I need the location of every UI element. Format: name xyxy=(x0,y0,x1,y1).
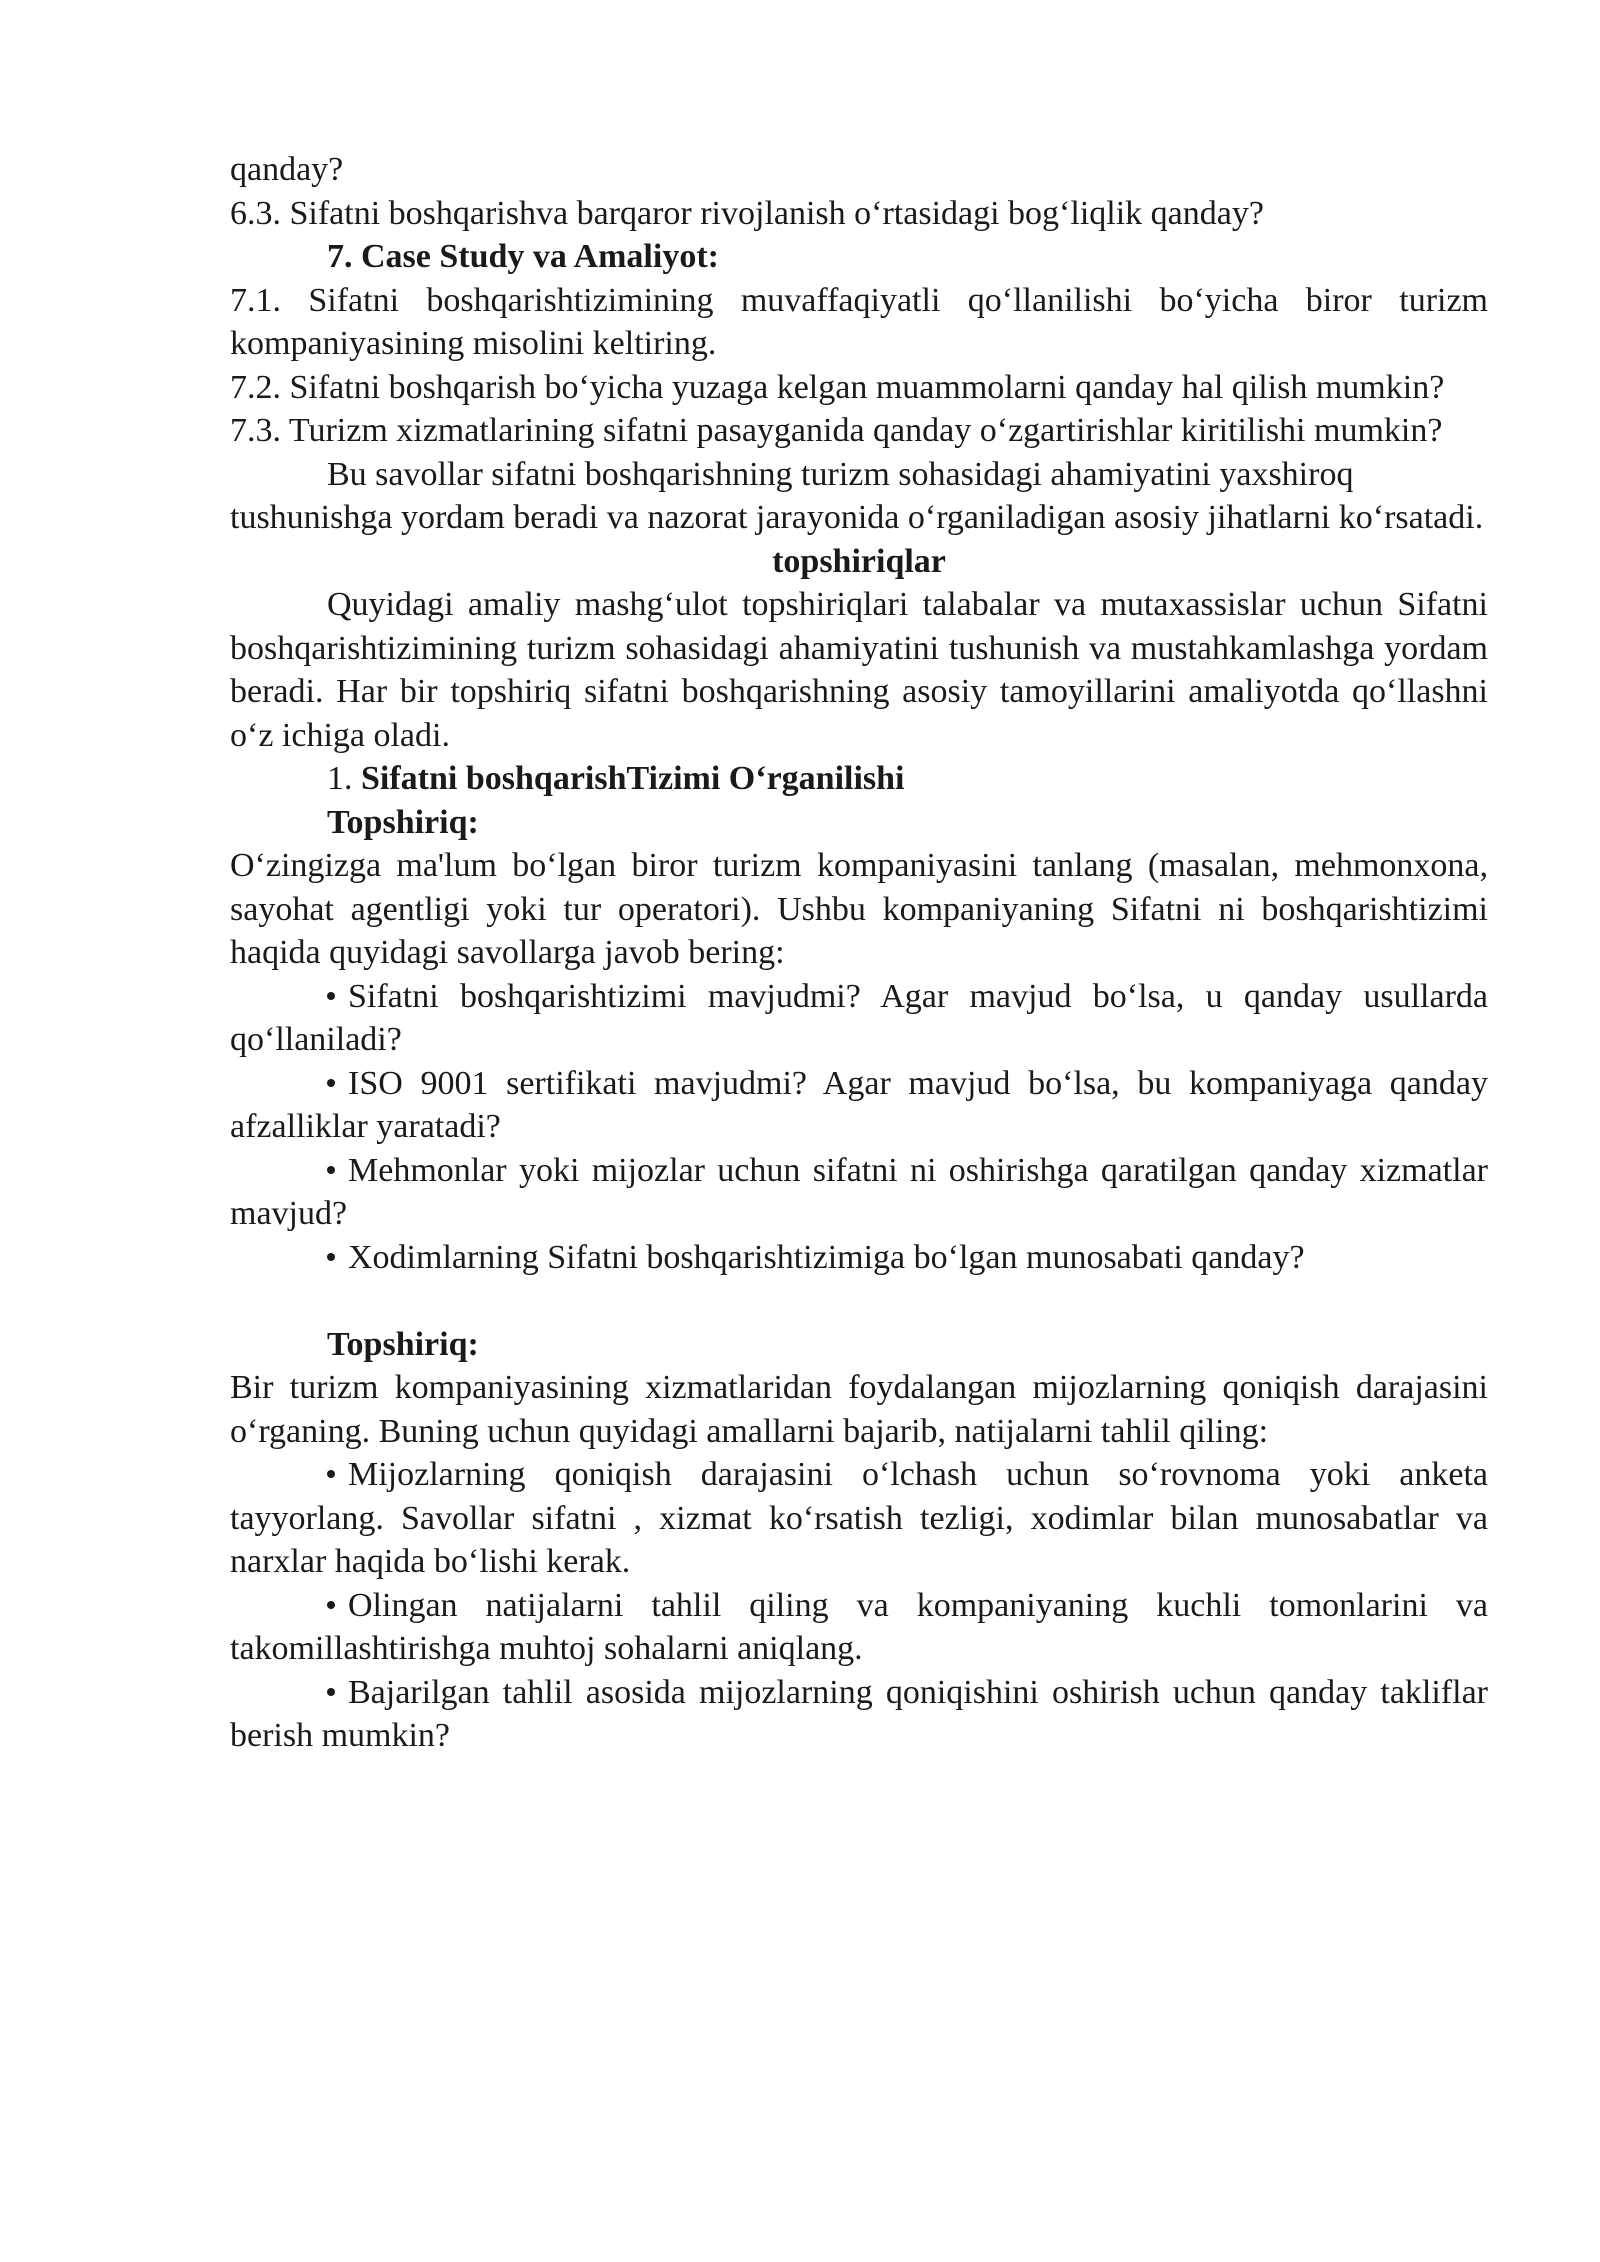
task1-text: O‘zingizga ma'lum bo‘lgan biror turizm kompaniyasini tanlang (masalan, mehmonxona, sayohat agentligi yoki tur operatori). Ushbu kompaniyaning Sifatni ni boshqarishtizimi haqida quyidagi savollarga javob bering: xyxy=(230,847,1488,971)
list-item: Xodimlarning Sifatni boshqarishtizimiga bo‘lgan munosabati qanday? xyxy=(230,1236,1488,1280)
bullet-icon xyxy=(327,1601,335,1609)
task1-title: Sifatni boshqarishTizimi O‘rganilishi xyxy=(361,760,905,797)
heading-case-study: 7. Case Study va Amaliyot: xyxy=(327,238,719,275)
list-item: Mijozlarning qoniqish darajasini o‘lchash uchun so‘rovnoma yoki anketa tayyorlang. Savollar sifatni , xizmat ko‘rsatish tezligi, xodimlar bilan munosabatlar va narxlar haqida bo‘lishi kerak. xyxy=(230,1456,1488,1580)
list-item: Sifatni boshqarishtizimi mavjudmi? Agar mavjud bo‘lsa, u qanday usullarda qo‘llaniladi? xyxy=(230,977,1488,1058)
task2-label: Topshiriq: xyxy=(327,1325,479,1363)
blank-line xyxy=(230,1279,1488,1323)
question-6-2-tail: qanday? xyxy=(230,151,344,188)
question-7-1: 7.1. Sifatni boshqarishtizimining muvaffaqiyatli qo‘llanilishi bo‘yicha biror turizm kompaniyasining misolini keltiring. xyxy=(230,281,1488,362)
bullet-icon xyxy=(327,1470,335,1478)
question-6-3: 6.3. Sifatni boshqarishva barqaror rivojlanish o‘rtasidagi bog‘liqlik qanday? xyxy=(230,194,1264,232)
task2-text: Bir turizm kompaniyasining xizmatlaridan foydalangan mijozlarning qoniqish darajasini o‘rganing. Buning uchun quyidagi amallarni bajarib, natijalarni tahlil qiling: xyxy=(230,1369,1488,1450)
bullet-icon xyxy=(327,1253,335,1261)
bullet-icon xyxy=(327,1688,335,1696)
list-item: ISO 9001 sertifikati mavjudmi? Agar mavjud bo‘lsa, bu kompaniyaga qanday afzalliklar yaratadi? xyxy=(230,1064,1488,1145)
task1-label: Topshiriq: xyxy=(327,803,479,841)
document-page xyxy=(230,148,1488,1758)
question-7-3: 7.3. Turizm xizmatlarining sifatni pasayganida qanday o‘zgartirishlar kiritilishi mumkin? xyxy=(230,412,1443,449)
task1-number: 1. xyxy=(327,760,361,797)
bullet-icon xyxy=(327,1079,335,1087)
summary-paragraph: Bu savollar sifatni boshqarishning turizm sohasidagi ahamiyatini yaxshiroq tushunishga yordam beradi va nazorat jarayonida o‘rganiladigan asosiy jihatlarni ko‘rsatadi. xyxy=(230,455,1484,536)
list-item: Olingan natijalarni tahlil qiling va kompaniyaning kuchli tomonlarini va takomillashtirishga muhtoj sohalarni aniqlang. xyxy=(230,1586,1488,1667)
section-title: topshiriqlar xyxy=(772,542,946,580)
bullet-icon xyxy=(327,1166,335,1174)
bullet-icon xyxy=(327,992,335,1000)
question-7-2: 7.2. Sifatni boshqarish bo‘yicha yuzaga kelgan muammolarni qanday hal qilish mumkin? xyxy=(230,368,1445,406)
list-item: Bajarilgan tahlil asosida mijozlarning qoniqishini oshirish uchun qanday takliflar berish mumkin? xyxy=(230,1673,1488,1754)
list-item: Mehmonlar yoki mijozlar uchun sifatni ni oshirishga qaratilgan qanday xizmatlar mavjud? xyxy=(230,1151,1488,1232)
intro-paragraph: Quyidagi amaliy mashg‘ulot topshiriqlari talabalar va mutaxassislar uchun Sifatni boshqarishtizimining turizm sohasidagi ahamiyatini tushunish va mustahkamlashga yordam beradi. Har bir topshiriq sifatni boshqarishning asosiy tamoyillarini amaliyotda qo‘llashni o‘z ichiga oladi. xyxy=(230,586,1488,754)
task1-heading xyxy=(230,757,1488,801)
